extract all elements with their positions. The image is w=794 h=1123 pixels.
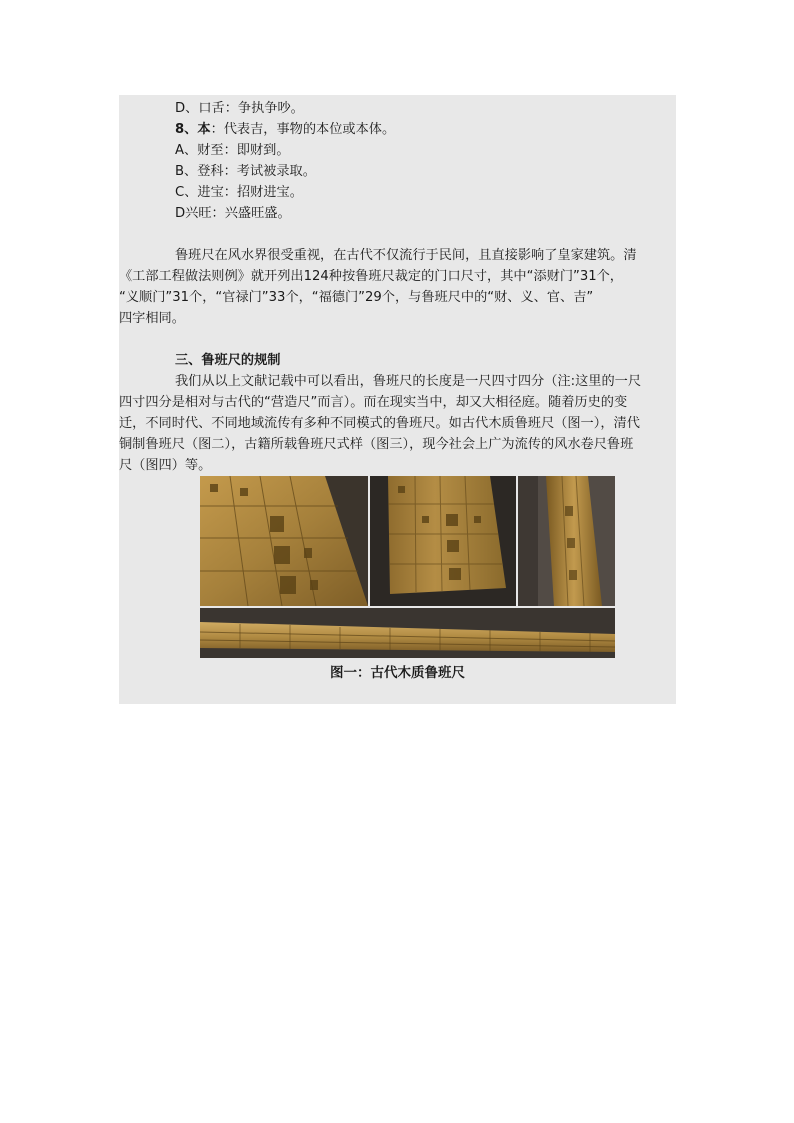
paragraph1-line: “义顺门”31个，“官禄门”33个，“福德门”29个，与鲁班尺中的“财、义、官、吉” [119, 290, 594, 305]
list-item-8-ben: 8、本：代表吉，事物的本位或本体。 [175, 122, 396, 137]
figure-caption: 图一：古代木质鲁班尺 [330, 665, 465, 681]
paragraph2-line: 迁，不同时代、不同地域流传有多种不同模式的鲁班尺。如古代木质鲁班尺（图一），清代 [119, 416, 640, 431]
list-item-b-deng-ke: B、登科：考试被录取。 [175, 164, 316, 179]
ruler-photo-4 [200, 608, 615, 658]
ruler-photo-1 [200, 476, 368, 606]
paragraph1-line: 《工部工程做法则例》就开列出124种按鲁班尺裁定的门口尺寸，其中“添财门”31个， [119, 269, 623, 284]
paragraph2-line: 四寸四分是相对与古代的“营造尺”而言）。而在现实当中，却又大相径庭。随着历史的变 [119, 395, 628, 410]
ruler-photo-3 [518, 476, 615, 606]
list-item-d-xing-wang: D兴旺：兴盛旺盛。 [175, 206, 291, 221]
paragraph2-line: 铜制鲁班尺（图二），古籍所载鲁班尺式样（图三），现今社会上广为流传的风水卷尺鲁班 [119, 437, 634, 452]
paragraph2-line: 我们从以上文献记载中可以看出，鲁班尺的长度是一尺四寸四分（注:这里的一尺 [175, 374, 642, 389]
ruler-photo-2 [370, 476, 516, 606]
list-item-a-cai-zhi: A、财至：即财到。 [175, 143, 290, 158]
list-item-prefix: 8、本 [175, 122, 211, 137]
paragraph1-line: 鲁班尺在风水界很受重视，在古代不仅流行于民间，且直接影响了皇家建筑。清 [175, 248, 637, 263]
paragraph1-line: 四字相同。 [119, 311, 185, 326]
paragraph2-line: 尺（图四）等。 [119, 458, 212, 473]
content-panel [119, 95, 676, 704]
list-item-c-jin-bao: C、进宝：招财进宝。 [175, 185, 303, 200]
section-heading: 三、鲁班尺的规制 [175, 353, 281, 368]
list-item-d-kou-she: D、口舌：争执争吵。 [175, 101, 304, 116]
